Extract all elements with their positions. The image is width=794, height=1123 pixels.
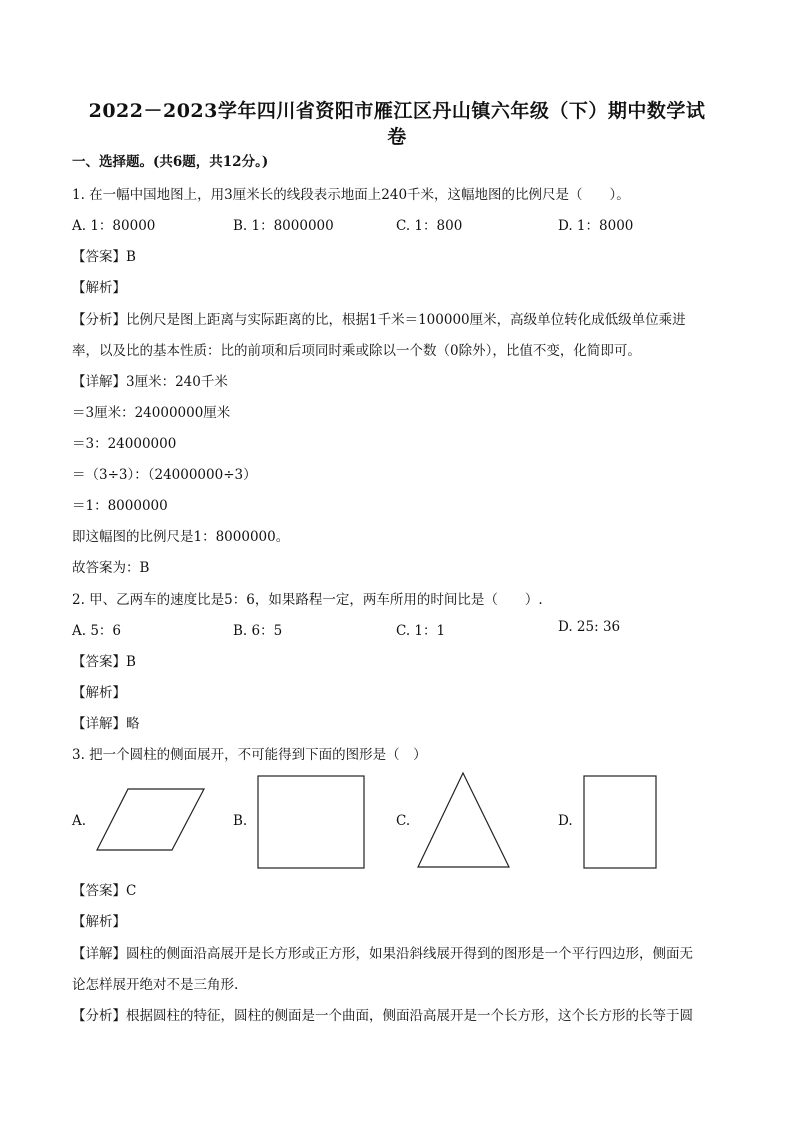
- q1-conclusion: 故答案为：B: [72, 560, 150, 576]
- page-title-continued: 卷: [387, 126, 407, 148]
- q2-stem: 2. 甲、乙两车的速度比是5：6，如果路程一定，两车所用的时间比是（ ）.: [72, 592, 543, 608]
- q1-detail-line: 即这幅图的比例尺是1：8000000。: [72, 529, 290, 545]
- parallelogram-icon: [96, 788, 206, 852]
- q1-detail-line: ＝3厘米：24000000厘米: [72, 405, 231, 421]
- q2-option-d: D. 25: 36: [558, 619, 621, 635]
- q3-option-c-label: C.: [396, 813, 411, 829]
- q1-fenxi-line1: 【分析】比例尺是图上距离与实际距离的比，根据1千米＝100000厘米，高级单位转化成低级单位乘进: [72, 312, 686, 328]
- page-title: 2022－2023学年四川省资阳市雁江区丹山镇六年级（下）期中数学试: [88, 100, 706, 122]
- q3-answer: 【答案】C: [72, 883, 137, 899]
- q3-stem: 3. 把一个圆柱的侧面展开，不可能得到下面的图形是（ ）: [72, 747, 427, 763]
- q1-detail-line: ＝（3÷3）：（24000000÷3）: [72, 467, 257, 483]
- q1-fenxi-line2: 率，以及比的基本性质：比的前项和后项同时乘或除以一个数（0除外），比值不变，化简即可。: [72, 343, 641, 359]
- q2-detail: 【详解】略: [72, 716, 140, 732]
- q1-answer: 【答案】B: [72, 249, 136, 265]
- q3-option-a-label: A.: [72, 813, 87, 829]
- q2-option-b: B. 6：5: [233, 623, 283, 639]
- square-icon: [257, 775, 365, 869]
- q3-analysis-label: 【解析】: [72, 914, 126, 930]
- q1-analysis-label: 【解析】: [72, 280, 126, 296]
- q1-detail-line: ＝3：24000000: [72, 436, 177, 452]
- q3-detail-line2: 论怎样展开绝对不是三角形.: [72, 977, 239, 993]
- q2-answer: 【答案】B: [72, 654, 136, 670]
- section-heading: 一、选择题。(共6题，共12分。): [72, 154, 269, 170]
- q1-option-c: C. 1：800: [396, 218, 463, 234]
- q2-option-a: A. 5：6: [72, 623, 122, 639]
- triangle-icon: [417, 772, 511, 868]
- rectangle-icon: [583, 775, 657, 869]
- q1-option-d: D. 1：8000: [558, 218, 634, 234]
- q1-option-a: A. 1：80000: [72, 218, 156, 234]
- q3-option-d-label: D.: [558, 813, 573, 829]
- q1-option-b: B. 1：8000000: [233, 218, 334, 234]
- q3-detail-line1: 【详解】圆柱的侧面沿高展开是长方形或正方形，如果沿斜线展开得到的图形是一个平行四边形，侧面无: [72, 946, 693, 962]
- q2-option-c: C. 1：1: [396, 623, 446, 639]
- q3-option-b-label: B.: [233, 813, 248, 829]
- q1-detail-line: ＝1：8000000: [72, 498, 168, 514]
- q1-detail-line: 【详解】3厘米：240千米: [72, 374, 228, 390]
- q3-fenxi-line1: 【分析】根据圆柱的特征，圆柱的侧面是一个曲面，侧面沿高展开是一个长方形，这个长方形的长等于圆: [72, 1008, 693, 1024]
- q2-analysis-label: 【解析】: [72, 685, 126, 701]
- q1-stem: 1. 在一幅中国地图上，用3厘米长的线段表示地面上240千米，这幅地图的比例尺是（ ）。: [72, 187, 630, 203]
